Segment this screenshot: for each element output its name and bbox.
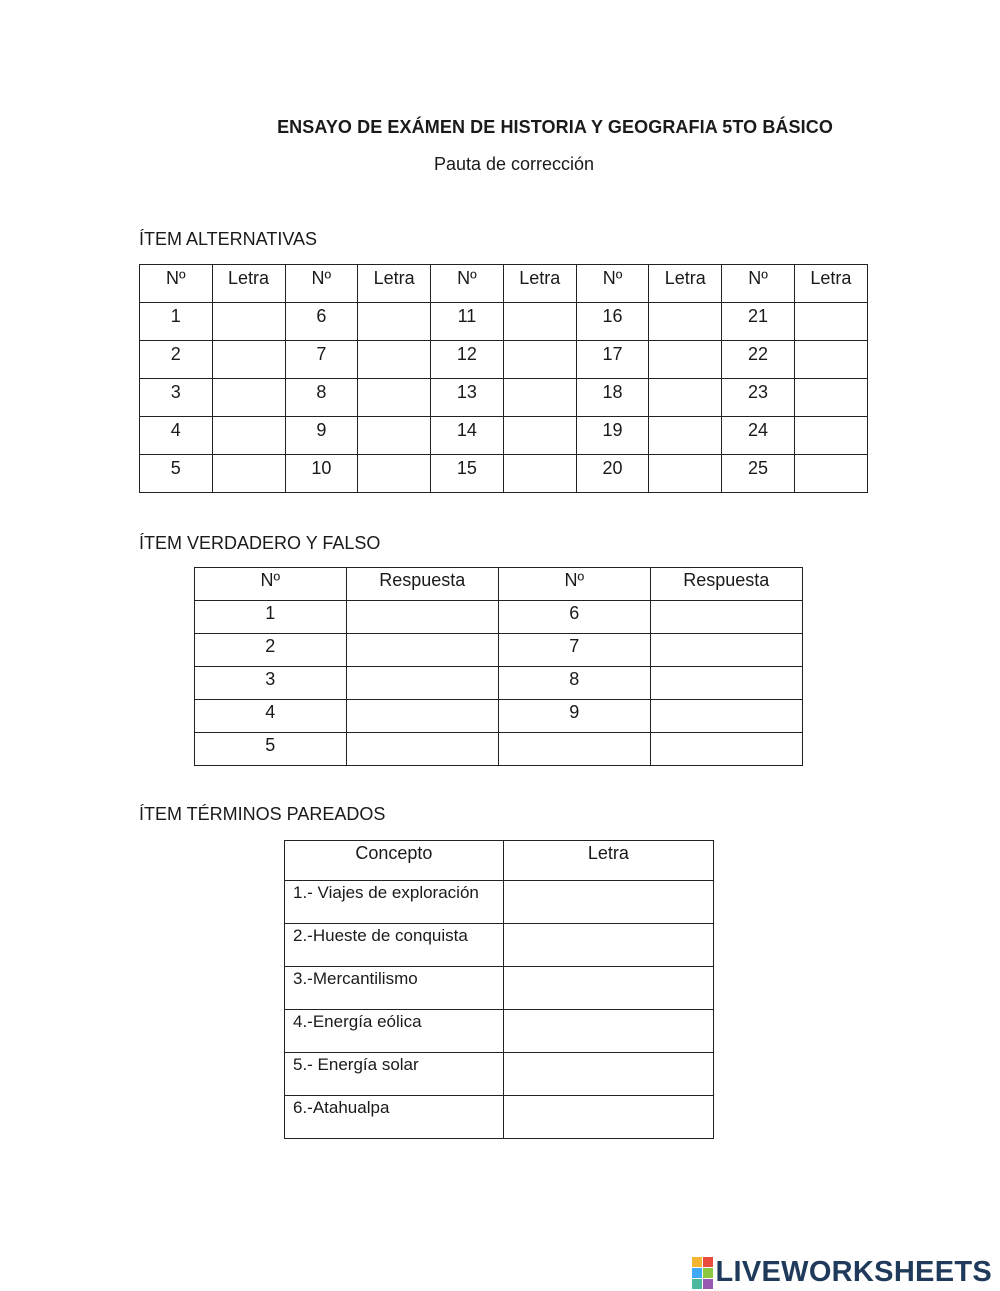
answer-cell[interactable]	[503, 924, 713, 967]
table-row	[140, 341, 868, 379]
logo-square	[703, 1268, 713, 1278]
answer-cell[interactable]	[346, 667, 498, 700]
question-number: 12	[431, 341, 504, 379]
header-no: Nº	[285, 265, 358, 303]
question-number: 18	[576, 379, 649, 417]
logo-square	[692, 1268, 702, 1278]
table-row	[285, 1053, 714, 1096]
answer-cell[interactable]	[649, 417, 722, 455]
answer-cell[interactable]	[503, 417, 576, 455]
question-number: 19	[576, 417, 649, 455]
answer-cell[interactable]	[794, 341, 867, 379]
question-number: 7	[498, 634, 650, 667]
answer-cell[interactable]	[503, 881, 713, 924]
answer-cell[interactable]	[358, 417, 431, 455]
answer-cell[interactable]	[794, 379, 867, 417]
answer-cell[interactable]	[650, 733, 802, 766]
table-row	[140, 303, 868, 341]
table-row	[285, 924, 714, 967]
question-number: 4	[140, 417, 213, 455]
logo-text: LIVEWORKSHEETS	[715, 1256, 992, 1288]
answer-cell[interactable]	[649, 455, 722, 493]
document-title: ENSAYO DE EXÁMEN DE HISTORIA Y GEOGRAFIA 5TO BÁSICO	[277, 117, 833, 137]
question-number: 22	[722, 341, 795, 379]
table-row	[285, 1010, 714, 1053]
question-number: 21	[722, 303, 795, 341]
answer-cell[interactable]	[212, 303, 285, 341]
table-row	[195, 700, 803, 733]
answer-cell[interactable]	[650, 634, 802, 667]
header-no: Nº	[431, 265, 504, 303]
table-row	[195, 634, 803, 667]
question-number: 1	[140, 303, 213, 341]
header-no: Nº	[576, 265, 649, 303]
answer-cell[interactable]	[649, 379, 722, 417]
question-number: 8	[498, 667, 650, 700]
header-letra: Letra	[503, 841, 713, 881]
question-number: 6	[498, 601, 650, 634]
logo-square	[703, 1257, 713, 1267]
verdadero-falso-table	[194, 567, 803, 766]
document-subtitle: Pauta de corrección	[433, 154, 595, 174]
header-no: Nº	[498, 568, 650, 601]
question-number	[498, 733, 650, 766]
answer-cell[interactable]	[212, 341, 285, 379]
header-no: Nº	[195, 568, 347, 601]
header-respuesta: Respuesta	[650, 568, 802, 601]
alternativas-table	[139, 264, 868, 493]
answer-cell[interactable]	[650, 700, 802, 733]
concept-cell: 4.-Energía eólica	[285, 1010, 504, 1053]
question-number: 15	[431, 455, 504, 493]
answer-cell[interactable]	[649, 341, 722, 379]
concept-cell: 2.-Hueste de conquista	[285, 924, 504, 967]
question-number: 7	[285, 341, 358, 379]
question-number: 5	[140, 455, 213, 493]
answer-cell[interactable]	[346, 733, 498, 766]
question-number: 20	[576, 455, 649, 493]
table-row	[140, 417, 868, 455]
table-header-row	[140, 265, 868, 303]
header-letra: Letra	[212, 265, 285, 303]
question-number: 25	[722, 455, 795, 493]
question-number: 24	[722, 417, 795, 455]
table-row	[195, 733, 803, 766]
header-no: Nº	[722, 265, 795, 303]
answer-cell[interactable]	[503, 1053, 713, 1096]
question-number: 10	[285, 455, 358, 493]
section-title-verdadero-falso: ÍTEM VERDADERO Y FALSO	[139, 533, 381, 553]
header-concepto: Concepto	[285, 841, 504, 881]
answer-cell[interactable]	[794, 455, 867, 493]
question-number: 9	[285, 417, 358, 455]
answer-cell[interactable]	[503, 1010, 713, 1053]
table-row	[140, 455, 868, 493]
table-row	[285, 881, 714, 924]
answer-cell[interactable]	[346, 601, 498, 634]
question-number: 6	[285, 303, 358, 341]
header-no: Nº	[140, 265, 213, 303]
logo-square	[692, 1279, 702, 1289]
answer-cell[interactable]	[649, 303, 722, 341]
logo-square	[703, 1279, 713, 1289]
answer-cell[interactable]	[358, 379, 431, 417]
answer-cell[interactable]	[503, 379, 576, 417]
concept-cell: 1.- Viajes de exploración	[285, 881, 504, 924]
question-number: 2	[195, 634, 347, 667]
question-number: 11	[431, 303, 504, 341]
concept-cell: 3.-Mercantilismo	[285, 967, 504, 1010]
question-number: 8	[285, 379, 358, 417]
answer-cell[interactable]	[503, 455, 576, 493]
answer-cell[interactable]	[212, 455, 285, 493]
answer-cell[interactable]	[794, 417, 867, 455]
question-number: 3	[195, 667, 347, 700]
table-row	[285, 1096, 714, 1139]
answer-cell[interactable]	[358, 455, 431, 493]
question-number: 9	[498, 700, 650, 733]
question-number: 5	[195, 733, 347, 766]
logo-square	[692, 1257, 702, 1267]
question-number: 1	[195, 601, 347, 634]
table-header-row	[195, 568, 803, 601]
answer-cell[interactable]	[503, 341, 576, 379]
header-respuesta: Respuesta	[346, 568, 498, 601]
answer-cell[interactable]	[794, 303, 867, 341]
answer-cell[interactable]	[358, 303, 431, 341]
pareados-table	[284, 840, 714, 1139]
header-letra: Letra	[649, 265, 722, 303]
concept-cell: 6.-Atahualpa	[285, 1096, 504, 1139]
question-number: 14	[431, 417, 504, 455]
question-number: 17	[576, 341, 649, 379]
answer-cell[interactable]	[650, 667, 802, 700]
answer-cell[interactable]	[212, 379, 285, 417]
answer-cell[interactable]	[650, 601, 802, 634]
answer-cell[interactable]	[503, 967, 713, 1010]
answer-cell[interactable]	[358, 341, 431, 379]
header-letra: Letra	[358, 265, 431, 303]
table-row	[285, 967, 714, 1010]
question-number: 23	[722, 379, 795, 417]
question-number: 13	[431, 379, 504, 417]
answer-cell[interactable]	[212, 417, 285, 455]
liveworksheets-logo	[692, 1256, 993, 1289]
table-row	[195, 601, 803, 634]
table-header-row	[285, 841, 714, 881]
liveworksheets-logo-icon	[692, 1257, 713, 1289]
question-number: 4	[195, 700, 347, 733]
answer-cell[interactable]	[346, 700, 498, 733]
section-title-alternativas: ÍTEM ALTERNATIVAS	[139, 229, 318, 249]
header-letra: Letra	[794, 265, 867, 303]
concept-cell: 5.- Energía solar	[285, 1053, 504, 1096]
answer-cell[interactable]	[503, 1096, 713, 1139]
table-row	[140, 379, 868, 417]
question-number: 3	[140, 379, 213, 417]
section-title-pareados: ÍTEM TÉRMINOS PAREADOS	[139, 804, 386, 824]
question-number: 16	[576, 303, 649, 341]
table-row	[195, 667, 803, 700]
answer-cell[interactable]	[503, 303, 576, 341]
header-letra: Letra	[503, 265, 576, 303]
question-number: 2	[140, 341, 213, 379]
answer-cell[interactable]	[346, 634, 498, 667]
